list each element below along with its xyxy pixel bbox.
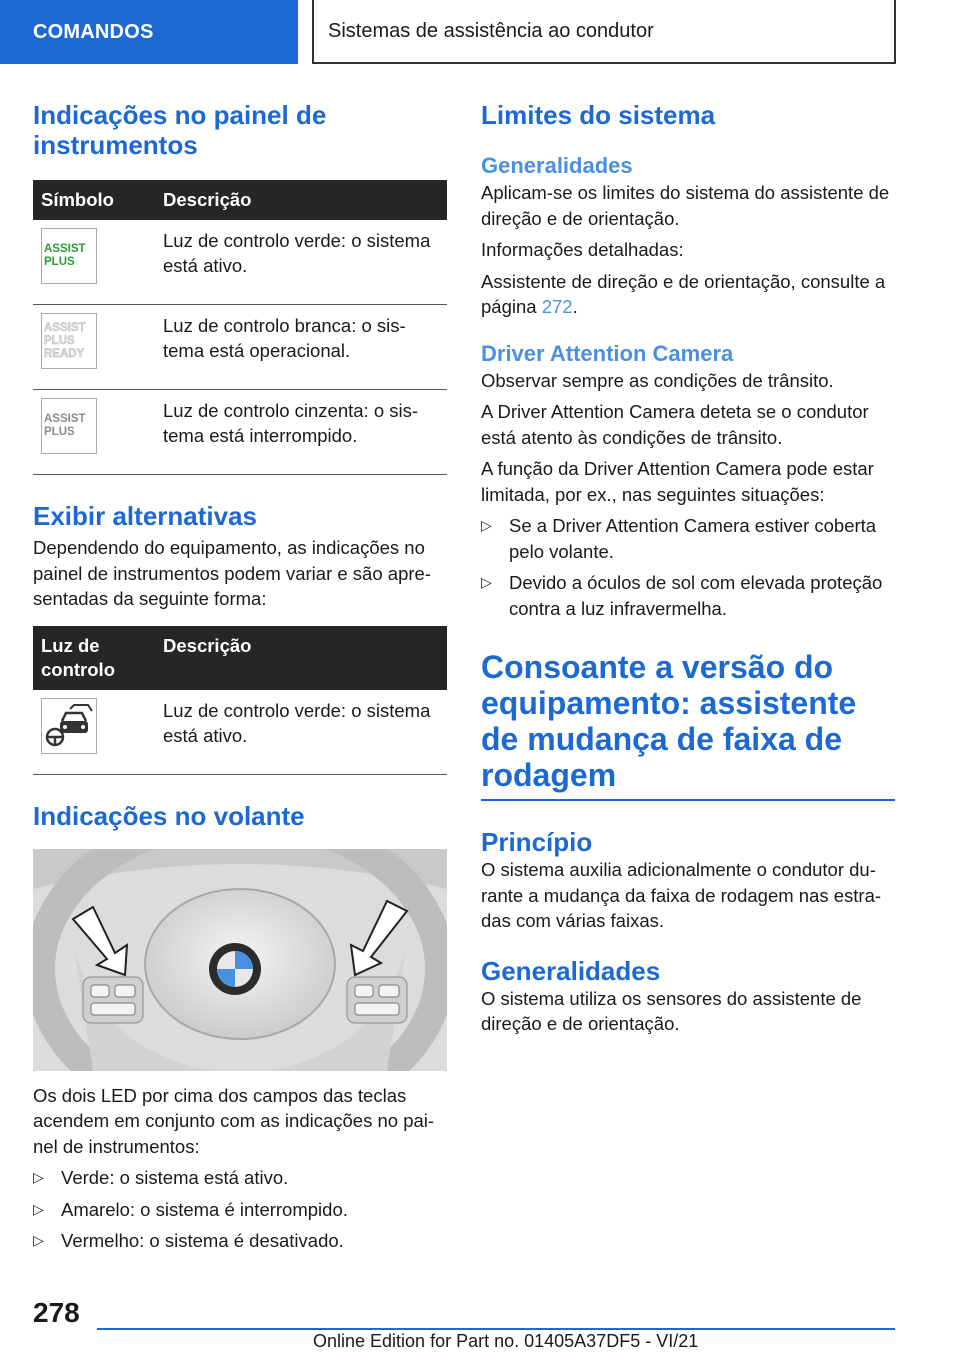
- icon-text: PLUS: [44, 334, 75, 347]
- list-item: [33, 1197, 447, 1223]
- description-cell: Luz de controlo branca: o sis-tema está operacional.: [155, 305, 447, 390]
- icon-text: READY: [44, 347, 85, 360]
- heading-lane-change-assistant: Consoante a versão do equipamento: assistente de mudança de faixa de rodagem: [481, 649, 895, 801]
- icon-text: ASSIST: [44, 321, 86, 334]
- reference-text-end: .: [572, 296, 578, 317]
- list-item: [33, 1228, 447, 1254]
- assist-plus-gray-icon: [41, 398, 97, 454]
- triangle-bullet-icon: ▷: [33, 1169, 44, 1185]
- heading-indicacoes-volante: Indicações no volante: [33, 800, 305, 831]
- table-row: [33, 690, 447, 775]
- heading-principio: Princípio: [481, 827, 593, 857]
- list-item-text: Amarelo: o sistema é interrompido.: [61, 1198, 348, 1220]
- paragraph-info: Informações detalhadas:: [481, 239, 684, 260]
- list-item-text: Devido a óculos de sol com elevada proteção contra a luz infravermelha.: [509, 572, 883, 619]
- triangle-bullet-icon: ▷: [481, 574, 492, 590]
- table-row: [33, 220, 447, 305]
- icon-text: ASSIST: [44, 243, 86, 255]
- heading-generalidades: Generalidades: [481, 153, 633, 178]
- list-item-text: Verde: o sistema está ativo.: [61, 1167, 289, 1188]
- symbol-cell: [33, 220, 155, 305]
- paragraph-exibir: Dependendo do equipamento, as indicações no painel de instrumentos podem variar e são apre-sentadas da seguinte forma:: [33, 537, 431, 609]
- col-header-description: Descrição: [155, 180, 447, 220]
- steering-wheel-photo: [33, 849, 447, 1071]
- table-row: [33, 305, 447, 390]
- list-item: [481, 570, 895, 621]
- assist-plus-ready-white-icon: [41, 313, 97, 369]
- paragraph-dac-1: Observar sempre as condições de trânsito.: [481, 369, 834, 391]
- section-title: Sistemas de assistência ao condutor: [312, 0, 896, 64]
- left-column: [33, 100, 447, 1254]
- footer-divider: [97, 1328, 895, 1330]
- icon-text: ASSIST: [44, 413, 86, 425]
- chapter-tab: COMANDOS: [0, 0, 298, 64]
- page-reference-link[interactable]: 272: [541, 296, 573, 317]
- assist-plus-green-icon: [41, 228, 97, 284]
- description-cell: Luz de controlo verde: o sistema está ativo.: [155, 690, 447, 775]
- symbol-cell: [33, 305, 155, 390]
- icon-text: PLUS: [44, 256, 75, 268]
- symbol-cell: [33, 390, 155, 475]
- heading-indicacoes-painel: Indicações no painel de instrumentos: [33, 100, 327, 160]
- reference-text: Assistente de direção e de orientação, consulte a página: [481, 270, 886, 317]
- triangle-bullet-icon: ▷: [33, 1200, 44, 1217]
- list-item: [33, 1165, 447, 1191]
- heading-exibir-alternativas: Exibir alternativas: [33, 501, 257, 531]
- paragraph-reference: [481, 269, 895, 320]
- symbol-table: [33, 180, 447, 475]
- paragraph-dac-3: A função da Driver Attention Camera pode estar limitada, por ex., nas seguintes situações:: [481, 458, 874, 505]
- list-item: [481, 513, 895, 564]
- col-header-control-light: Luz de controlo: [33, 626, 155, 690]
- icon-text: PLUS: [44, 426, 75, 438]
- description-cell: Luz de controlo verde: o sistema está ativo.: [155, 220, 447, 305]
- paragraph-dac-2: A Driver Attention Camera deteta se o condutor está atento às condições de trânsito.: [481, 401, 869, 448]
- triangle-bullet-icon: ▷: [33, 1232, 44, 1248]
- heading-generalidades-2: Generalidades: [481, 955, 661, 986]
- list-item-text: Se a Driver Attention Camera estiver coberta pelo volante.: [509, 515, 877, 562]
- table-header-row: [33, 180, 447, 220]
- col-header-symbol: Símbolo: [33, 180, 155, 220]
- control-light-table: [33, 626, 447, 775]
- page-number: 278: [33, 1297, 80, 1328]
- paragraph-volante: Os dois LED por cima dos campos das teclas acendem em conjunto com as indicações no pai-nel de instrumentos:: [33, 1084, 435, 1157]
- heading-driver-attention-camera: Driver Attention Camera: [481, 340, 734, 366]
- table-header-row: [33, 626, 447, 690]
- description-cell: Luz de controlo cinzenta: o sis-tema está interrompido.: [155, 390, 447, 475]
- edition-note: Online Edition for Part no. 01405A37DF5 - VI/21: [313, 1331, 699, 1351]
- paragraph-generalidades-2: O sistema utiliza os sensores do assistente de direção e de orientação.: [481, 987, 862, 1034]
- paragraph-generalidades: Aplicam-se os limites do sistema do assistente de direção e de orientação.: [481, 182, 890, 229]
- col-header-description: Descrição: [155, 626, 447, 690]
- dac-limitations-list: [481, 513, 895, 621]
- led-color-list: [33, 1165, 447, 1254]
- triangle-bullet-icon: ▷: [481, 517, 492, 533]
- paragraph-principio: O sistema auxilia adicionalmente o condutor du-rante a mudança da faixa de rodagem nas estra-das com várias faixas.: [481, 859, 882, 931]
- heading-limites-sistema: Limites do sistema: [481, 100, 716, 130]
- list-item-text: Vermelho: o sistema é desativado.: [61, 1230, 344, 1251]
- symbol-cell: [33, 690, 155, 775]
- right-column: [481, 100, 895, 1037]
- table-row: [33, 390, 447, 475]
- steering-assist-car-icon: [41, 698, 97, 754]
